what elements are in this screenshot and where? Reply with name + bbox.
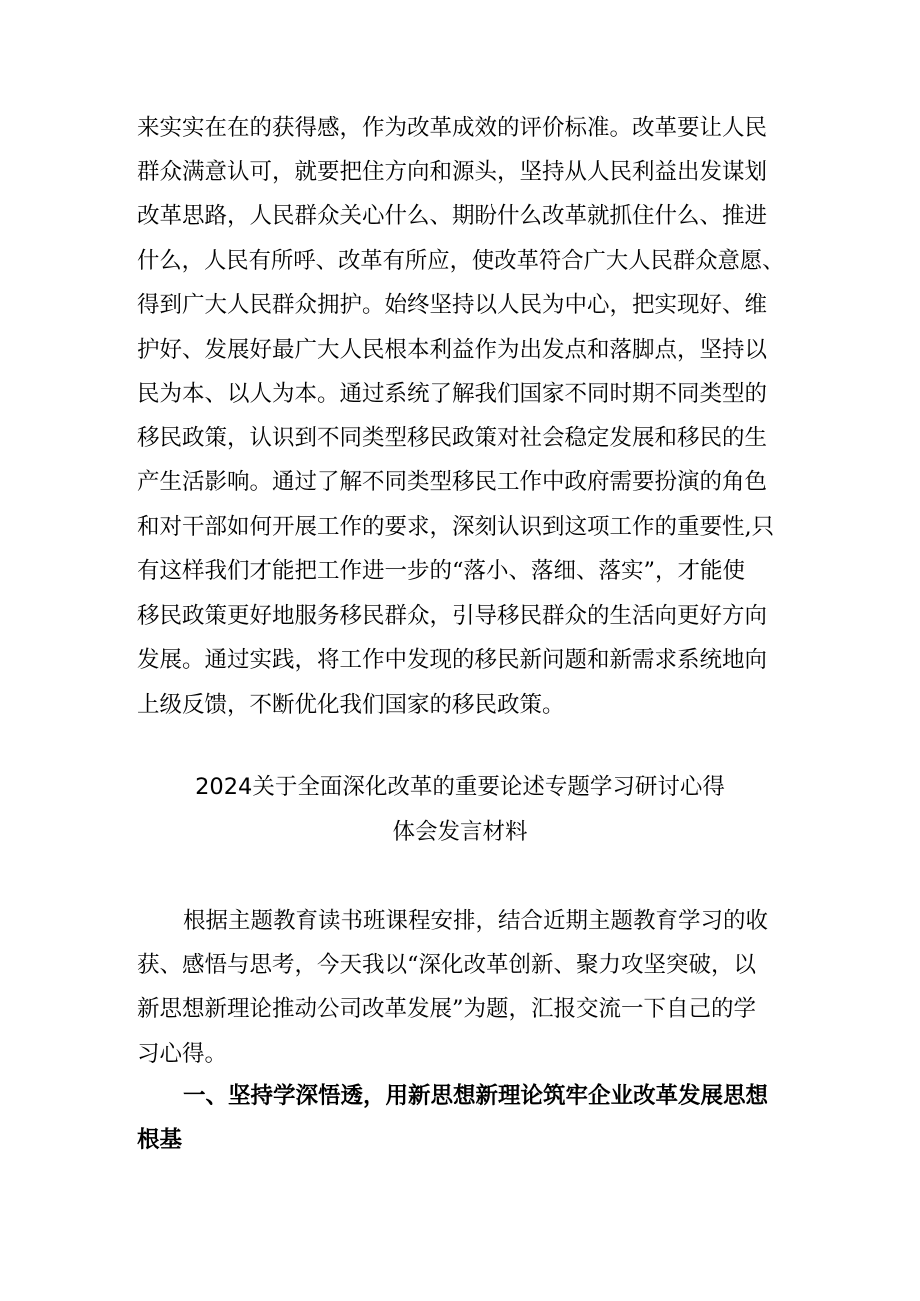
body-text-line: 新思想新理论推动公司改革发展”为题，汇报交流一下自己的学 [137,996,757,1022]
body-text-line: 上级反馈，不断优化我们国家的移民政策。 [137,692,565,718]
body-text-line: 改革思路，人民群众关心什么、期盼什么改革就抓住什么、推进 [137,203,768,229]
body-text-line: 来实实在在的获得感，作为改革成效的评价标准。改革要让人民 [137,115,768,141]
body-text-line: 护好、发展好最广大人民根本利益作为出发点和落脚点，坚持以 [137,337,768,363]
body-text-line: 民为本、以人为本。通过系统了解我们国家不同时期不同类型的 [137,381,768,407]
body-text-line: 移民政策更好地服务移民群众，引导移民群众的生活向更好方向 [137,603,768,629]
section-heading-line-2: 根基 [137,1127,183,1153]
body-text-line: 获、感悟与思考，今天我以“深化改革创新、聚力攻坚突破，以 [137,952,757,978]
body-text-line: 什么，人民有所呼、改革有所应，使改革符合广大人民群众意愿、 [137,248,785,274]
body-text-line: 移民政策，认识到不同类型移民政策对社会稳定发展和移民的生 [137,425,768,451]
body-text-line: 群众满意认可，就要把住方向和源头，坚持从人民利益出发谋划 [137,159,768,185]
document-title-line-1: 2024关于全面深化改革的重要论述专题学习研讨心得 [195,774,725,800]
body-text-line: 产生活影响。通过了解不同类型移民工作中政府需要扮演的角色 [137,469,768,495]
document-title-line-2: 体会发言材料 [392,819,528,845]
section-heading-line-1: 一、坚持学深悟透，用新思想新理论筑牢企业改革发展思想 [183,1083,769,1109]
body-text-line: 发展。通过实践，将工作中发现的移民新问题和新需求系统地向 [137,647,768,673]
body-text-line: 有这样我们才能把工作进一步的“落小、落细、落实”，才能使 [137,558,746,584]
body-text-line: 得到广大人民群众拥护。始终坚持以人民为中心，把实现好、维 [137,292,768,318]
body-text-line: 和对干部如何开展工作的要求，深刻认识到这项工作的重要性,只 [137,514,775,540]
body-text-line: 习心得。 [137,1041,228,1067]
body-text-line: 根据主题教育读书班课程安排，结合近期主题教育学习的收 [183,908,769,934]
